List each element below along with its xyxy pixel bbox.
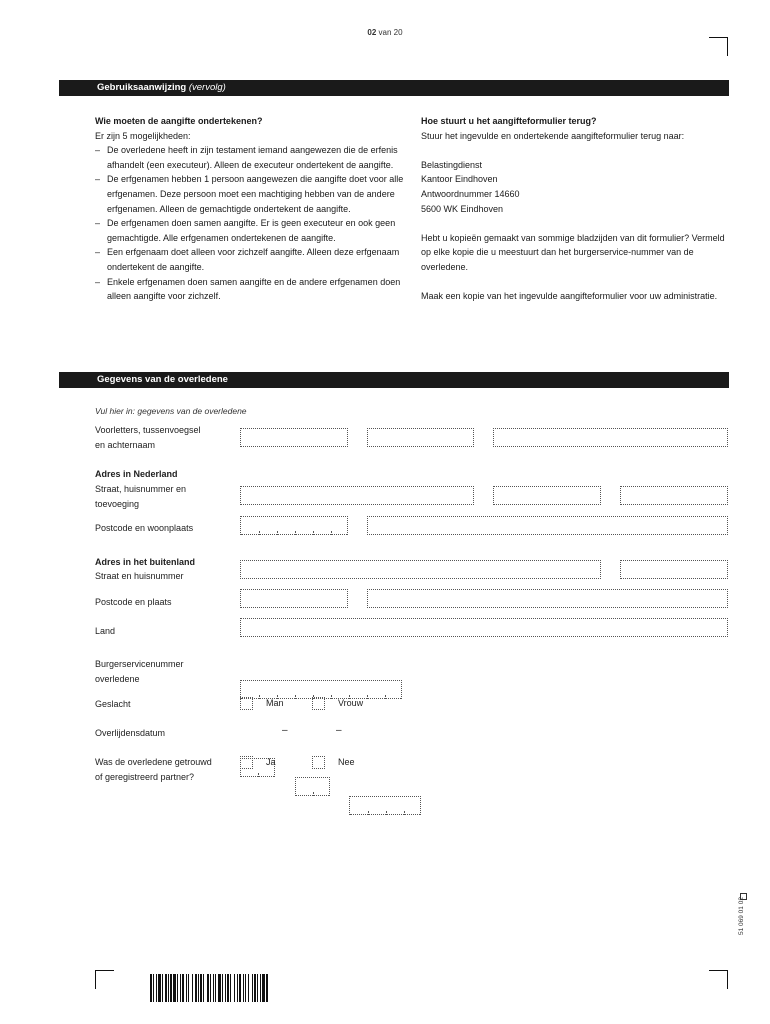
- list-item: – De erfgenamen hebben 1 persoon aangewezen die aangifte doet voor alle erfgenamen. Deze persoon moet een machtiging hebben van de andere erfgenamen. Alleen de gemachtigde ondertekent de aangifte.: [95, 172, 410, 216]
- postcode-input[interactable]: [240, 516, 348, 535]
- city-input[interactable]: [367, 516, 728, 535]
- abroad-city-input[interactable]: [367, 589, 728, 608]
- death-month-input[interactable]: [295, 777, 330, 796]
- married-yes-label: Ja: [266, 757, 276, 767]
- abroad-house-number-input[interactable]: [620, 560, 728, 579]
- country-label: Land: [95, 626, 116, 636]
- date-separator: –: [336, 725, 342, 736]
- male-checkbox[interactable]: [240, 697, 253, 710]
- list-item: – De erfgenamen doen samen aangifte. Er is geen executeur en ook geen gemachtigde. Alle erfgenamen ondertekenen de aangifte.: [95, 216, 410, 245]
- signing-options-list: [95, 143, 410, 304]
- married-no-label: Nee: [338, 757, 355, 767]
- addition-input[interactable]: [620, 486, 728, 505]
- administration-paragraph: Maak een kopie van het ingevulde aangifteformulier voor uw administratie.: [421, 291, 718, 302]
- address-line: 5600 WK Eindhoven: [421, 203, 504, 214]
- abroad-address-heading: Adres in het buitenland: [95, 557, 196, 567]
- street-input[interactable]: [240, 486, 474, 505]
- abroad-postcode-label: Postcode en plaats: [95, 597, 172, 607]
- copies-paragraph: Hebt u kopieën gemaakt van sommige bladzijden van dit formulier? Vermeld op elke kopie die u meestuurt dan het burgerservice-nummer van de overledene.: [421, 232, 725, 272]
- initials-input[interactable]: [240, 428, 348, 447]
- country-input[interactable]: [240, 618, 728, 637]
- signing-intro: Er zijn 5 mogelijkheden:: [95, 130, 191, 141]
- postcode-label: Postcode en woonplaats: [95, 523, 194, 533]
- list-item: – Een erfgenaam doet alleen voor zichzelf aangifte. Alleen deze erfgenaam ondertekent de aangifte.: [95, 245, 410, 274]
- section-bar-instructions: [59, 80, 729, 96]
- form-code: 51 069 01 02: [738, 897, 745, 935]
- abroad-street-input[interactable]: [240, 560, 601, 579]
- instructions-right-column: [421, 114, 731, 304]
- list-item: – De overledene heeft in zijn testament iemand aangewezen die de erfenis afhandelt (een executeur). Alleen de executeur ondertekent de aangifte.: [95, 143, 410, 172]
- page-total: van 20: [378, 28, 403, 37]
- nl-address-heading: Adres in Nederland: [95, 469, 178, 479]
- abroad-postcode-input[interactable]: [240, 589, 348, 608]
- barcode: [150, 974, 314, 1002]
- death-year-input[interactable]: [349, 796, 421, 815]
- section-title-instructions: Gebruiksaanwijzing (vervolg): [97, 82, 226, 93]
- house-number-input[interactable]: [493, 486, 601, 505]
- married-label: Was de overledene getrouwd of geregistreerd partner?: [95, 757, 212, 782]
- name-label: Voorletters, tussenvoegsel en achternaam: [95, 425, 201, 450]
- female-label: Vrouw: [338, 698, 364, 708]
- female-checkbox[interactable]: [312, 697, 325, 710]
- section-title-deceased: Gegevens van de overledene: [97, 374, 228, 385]
- page-current: 02: [367, 28, 377, 37]
- crop-mark-bottom-right: [709, 970, 728, 989]
- married-yes-checkbox[interactable]: [240, 756, 253, 769]
- surname-input[interactable]: [493, 428, 728, 447]
- crop-mark-bottom-left: [95, 970, 114, 989]
- section-subtitle: (vervolg): [188, 82, 226, 93]
- page-number: [0, 28, 770, 37]
- return-heading: Hoe stuurt u het aangifteformulier terug?: [421, 116, 597, 126]
- married-no-checkbox[interactable]: [312, 756, 325, 769]
- instructions-left-column: [95, 114, 410, 304]
- abroad-street-label: Straat en huisnummer: [95, 571, 184, 581]
- signing-heading: Wie moeten de aangifte ondertekenen?: [95, 116, 263, 126]
- section-bar-deceased: [59, 372, 729, 388]
- address-line: Belastingdienst: [421, 159, 483, 170]
- death-date-label: Overlijdensdatum: [95, 728, 166, 738]
- male-label: Man: [266, 698, 284, 708]
- prefix-input[interactable]: [367, 428, 474, 447]
- crop-mark-top-right: [709, 37, 728, 56]
- gender-label: Geslacht: [95, 699, 131, 709]
- list-item: – Enkele erfgenamen doen samen aangifte en de andere erfgenamen doen alleen aangifte voor zichzelf.: [95, 275, 410, 304]
- address-line: Kantoor Eindhoven: [421, 174, 498, 185]
- bsn-label: Burgerservicenummer overledene: [95, 659, 184, 684]
- street-label: Straat, huisnummer en toevoeging: [95, 484, 187, 509]
- fill-instruction: Vul hier in: gegevens van de overledene: [95, 406, 247, 416]
- address-line: Antwoordnummer 14660: [421, 188, 520, 199]
- return-intro: Stuur het ingevulde en ondertekende aangifteformulier terug naar:: [421, 130, 685, 141]
- date-separator: –: [282, 725, 288, 736]
